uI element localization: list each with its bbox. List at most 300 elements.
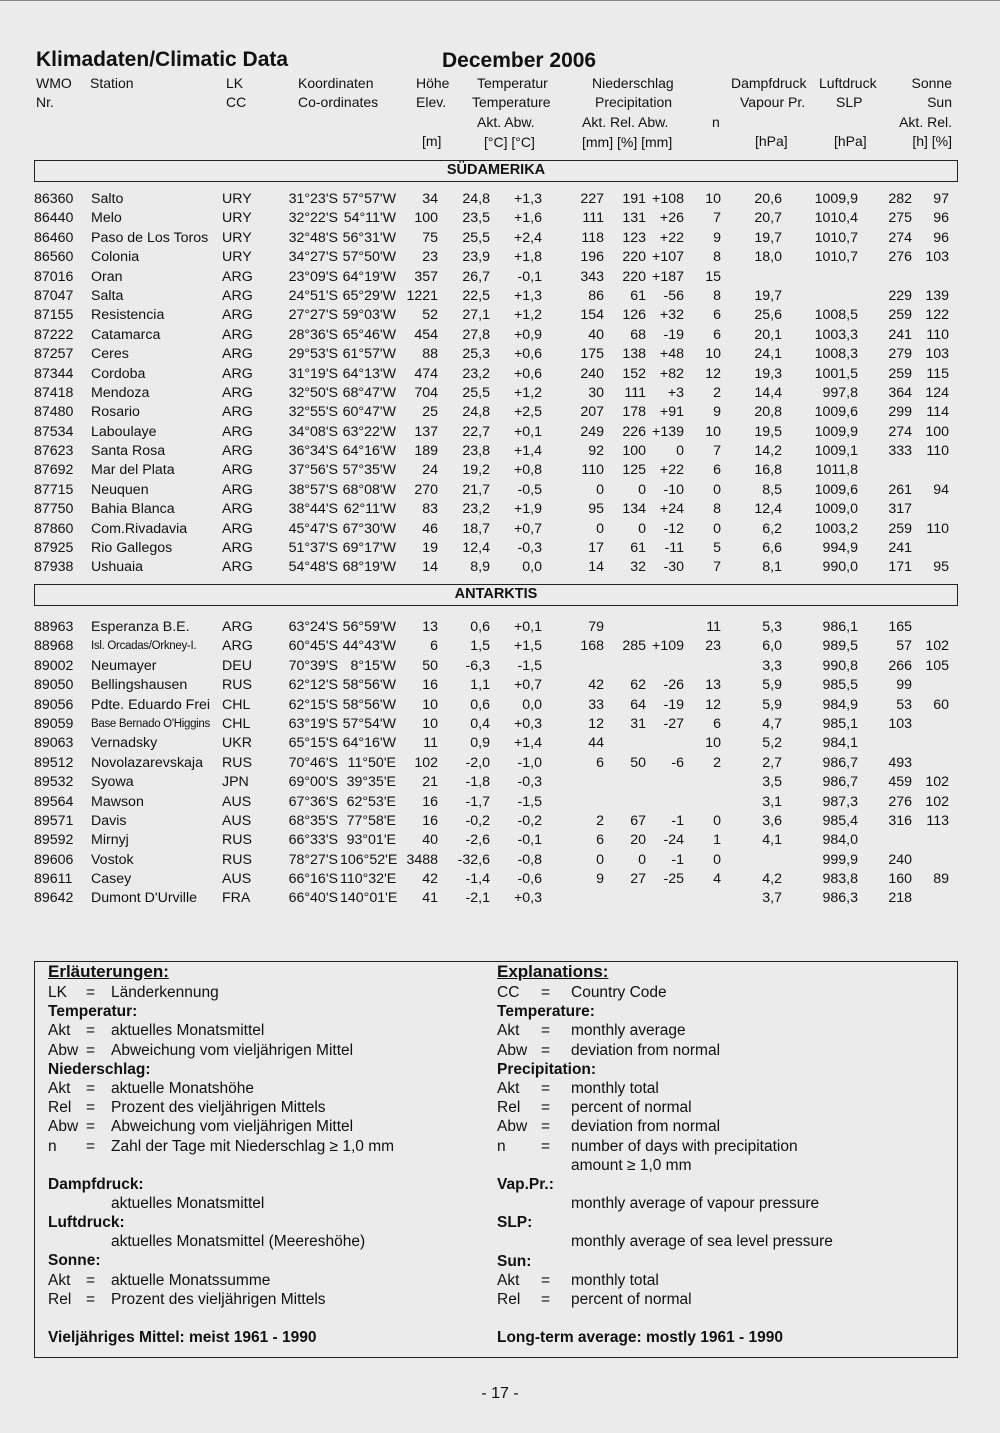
vapour-pressure: 19,3 [754,365,782,382]
longitude: 69°17'W [342,540,396,557]
precip-relative: 220 [622,268,646,285]
station-name: Ceres [91,346,129,363]
legend-value: amount ≥ 1,0 mm [571,1156,692,1174]
legend-line: Precipitation: [497,1060,597,1078]
wmo-number: 89532 [34,774,74,791]
temp-actual: 0,6 [470,696,490,713]
precip-actual: 40 [588,326,604,343]
precip-actual: 12 [588,715,604,732]
temp-deviation: -0,5 [517,481,542,498]
temp-actual: 24,8 [462,191,490,207]
legend-key: n [497,1137,506,1155]
station-name: Vostok [91,851,134,868]
latitude: 31°19'S [288,365,338,382]
precip-days: 5 [713,540,721,557]
precip-deviation: -19 [663,696,684,713]
elevation: 102 [414,754,438,771]
legend-line: Sun: [497,1252,532,1270]
station-name: Davis [91,812,127,829]
elevation: 357 [414,268,438,285]
table-row [0,190,1000,209]
precip-actual: 79 [588,619,604,635]
sun-actual: 276 [888,793,912,810]
precip-actual: 6 [596,832,604,849]
wmo-number: 87534 [34,423,74,440]
temp-actual: 1,5 [470,638,490,655]
precip-relative: 126 [622,307,646,324]
legend-equals: = [541,1271,551,1289]
sun-actual: 299 [888,404,912,421]
longitude: 67°30'W [342,520,396,537]
sea-level-pressure: 1003,2 [814,520,858,537]
precip-days: 9 [713,229,721,246]
country-code: FRA [222,890,251,907]
vapour-pressure: 19,7 [754,287,782,304]
sun-actual: 316 [888,812,912,829]
station-name: Laboulaye [91,423,157,440]
temp-deviation: -0,6 [517,871,542,888]
latitude: 32°22'S [288,210,338,227]
precip-deviation: -10 [663,481,684,498]
sun-relative: 60 [933,696,949,713]
sun-relative: 122 [925,307,949,324]
sun-actual: 276 [888,249,912,266]
precip-days: 10 [705,191,721,207]
legend-key: Rel [48,1290,72,1308]
page-number: - 17 - [481,1385,519,1402]
country-code: URY [222,249,252,266]
legend-line [48,1041,468,1060]
precip-days: 6 [713,715,721,732]
legend-value: Prozent des vieljährigen Mittels [111,1099,326,1117]
country-code: ARG [222,501,253,518]
precip-deviation: -30 [663,559,684,576]
sun-actual: 229 [888,287,912,304]
elevation: 16 [422,793,438,810]
precip-deviation: -1 [671,812,684,829]
precip-days: 23 [705,638,721,655]
wmo-number: 89050 [34,677,74,694]
sun-actual: 279 [888,346,912,363]
wmo-number: 87938 [34,559,74,576]
country-code: ARG [222,443,253,460]
legend-value: Abweichung vom vieljährigen Mittel [111,1041,354,1059]
temp-actual: -1,8 [465,774,490,791]
station-name: Dumont D'Urville [91,890,197,907]
longitude: 59°03'W [342,307,396,324]
station-name: Mirnyj [91,832,129,849]
country-code: URY [222,210,252,227]
legend-key: Akt [497,1022,520,1040]
elevation: 6 [430,638,438,655]
section-header-antarktis [34,584,958,606]
temp-actual: -1,4 [465,871,490,888]
precip-actual: 111 [582,210,604,227]
wmo-number: 87925 [34,540,74,557]
elevation: 189 [414,443,438,460]
sea-level-pressure: 985,1 [822,715,858,732]
header-elevation: Höhe Elev. [m] [416,75,450,150]
sun-actual: 165 [888,619,912,635]
legend-line: Niederschlag: [48,1060,151,1078]
temp-actual: 24,8 [462,404,490,421]
legend-line [497,1271,937,1290]
table-row [0,500,1000,519]
temp-actual: 23,8 [462,443,490,460]
longitude: 110°32'E [340,871,397,888]
sun-relative: 124 [925,384,949,401]
precip-actual: 168 [580,638,604,655]
elevation: 41 [422,890,438,907]
precip-deviation: +139 [652,423,684,440]
sea-level-pressure: 984,9 [822,696,858,713]
temp-deviation: -0,2 [517,812,542,829]
temp-actual: 23,2 [462,365,490,382]
elevation: 83 [422,501,438,518]
legend-equals: = [541,1137,551,1155]
table-row [0,306,1000,325]
station-name: Mawson [91,793,144,810]
precip-actual: 6 [596,754,604,771]
sun-actual: 53 [896,696,912,713]
vapour-pressure: 20,1 [754,326,782,343]
precip-deviation: -1 [671,851,684,868]
table-row [0,287,1000,306]
temp-deviation: +1,8 [513,249,542,266]
station-name: Rio Gallegos [91,540,173,557]
temp-deviation: +0,9 [513,326,542,343]
legend-line [48,1271,468,1290]
legend-line [497,1021,937,1040]
temp-actual: 23,9 [462,249,490,266]
country-code: ARG [222,559,253,576]
temp-actual: 27,8 [462,326,490,343]
latitude: 66°40'S [288,890,338,907]
latitude: 65°15'S [288,735,338,752]
precip-days: 7 [713,210,721,227]
precip-actual: 154 [580,307,604,324]
legend-title: Explanations: [497,962,609,981]
legend-key: Akt [48,1079,71,1097]
station-name: Novolazarevskaja [91,754,203,771]
legend-key: Rel [497,1099,521,1117]
longitude: 8°15'W [350,657,396,674]
temp-deviation: +1,4 [513,735,542,752]
sea-level-pressure: 1011,8 [815,462,858,479]
sun-relative: 110 [926,520,949,537]
legend-equals: = [86,1271,96,1289]
precip-deviation: -26 [663,677,684,694]
precip-days: 0 [713,520,721,537]
longitude: 44°43'W [342,638,396,655]
precip-days: 12 [705,365,721,382]
sea-level-pressure: 985,5 [822,677,858,694]
table-row [0,365,1000,384]
longitude: 68°08'W [342,481,396,498]
table-row [0,889,1000,908]
table-row [0,520,1000,539]
precip-days: 6 [713,462,721,479]
legend-line: Temperatur: [48,1003,138,1021]
temp-deviation: +0,1 [513,423,542,440]
latitude: 54°48'S [288,559,338,576]
legend-value: aktuelles Monatsmittel (Meereshöhe) [111,1233,366,1251]
latitude: 38°44'S [288,501,338,518]
longitude: 64°16'W [342,443,396,460]
temp-deviation: +1,2 [513,384,542,401]
legend-line: Temperature: [497,1003,595,1021]
elevation: 1221 [406,287,438,304]
precip-relative: 220 [622,249,646,266]
sun-actual: 103 [888,715,912,732]
sun-actual: 240 [888,851,912,868]
wmo-number: 89002 [34,657,74,674]
precip-actual: 207 [580,404,604,421]
country-code: URY [222,191,252,207]
temp-deviation: -1,0 [517,754,542,771]
precip-days: 12 [705,696,721,713]
legend-line: Dampfdruck: [48,1175,144,1193]
country-code: JPN [222,774,249,791]
temp-deviation: +1,3 [513,191,542,207]
legend-key: n [48,1137,57,1155]
temp-actual: 22,7 [462,423,490,440]
vapour-pressure: 18,0 [754,249,782,266]
legend-value: deviation from normal [571,1041,721,1059]
sun-actual: 364 [888,384,912,401]
legend-key: CC [497,984,520,1001]
sea-level-pressure: 983,8 [822,871,858,888]
legend-line [48,1098,468,1117]
vapour-pressure: 6,2 [762,520,782,537]
table-row [0,831,1000,850]
precip-relative: 123 [622,229,646,246]
latitude: 67°36'S [288,793,338,810]
legend-line [497,1098,937,1117]
latitude: 63°24'S [288,619,338,635]
elevation: 10 [422,696,438,713]
station-name: Melo [91,210,122,227]
legend-line [48,1309,468,1328]
temp-actual: 26,7 [462,268,490,285]
temp-deviation: +1,4 [513,443,542,460]
vapour-pressure: 19,5 [754,423,782,440]
precip-relative: 67 [630,812,646,829]
station-name: Neumayer [91,657,157,674]
legend-line [497,1290,937,1309]
temp-deviation: +0,8 [513,462,542,479]
vapour-pressure: 4,2 [762,871,782,888]
sea-level-pressure: 1010,7 [814,229,858,246]
elevation: 16 [422,677,438,694]
precip-relative: 0 [638,520,646,537]
legend-line: Luftdruck: [48,1214,125,1232]
precip-actual: 44 [588,735,604,752]
legend-equals: = [541,1118,551,1136]
temp-deviation: -0,1 [517,832,542,849]
precip-days: 2 [713,384,721,401]
station-name: Rosario [91,404,140,421]
table-row [0,734,1000,753]
latitude: 23°09'S [288,268,338,285]
precip-days: 10 [705,735,721,752]
wmo-number: 87750 [34,501,74,518]
header-precipitation-units: [mm] [%] [mm] [582,134,673,150]
legend-key: Akt [497,1271,520,1289]
precip-deviation: +32 [659,307,684,324]
precip-deviation: +82 [659,365,684,382]
precip-actual: 9 [596,871,604,888]
precip-actual: 118 [581,229,604,246]
station-name: Pdte. Eduardo Frei [91,696,211,713]
temp-actual: 27,1 [462,307,490,324]
legend-key: Abw [497,1118,528,1136]
precip-days: 7 [713,559,721,576]
longitude: 68°19'W [342,559,396,576]
sea-level-pressure: 984,1 [822,735,858,752]
sun-relative: 114 [926,404,949,421]
wmo-number: 87623 [34,443,74,460]
table-row [0,558,1000,577]
temp-deviation: +1,2 [513,307,542,324]
vapour-pressure: 3,1 [762,793,782,810]
wmo-number: 87047 [34,287,74,304]
elevation: 14 [422,559,438,576]
longitude: 60°47'W [342,404,396,421]
precip-relative: 131 [622,210,646,227]
legend-equals: = [541,1022,551,1040]
elevation: 19 [422,540,438,557]
longitude: 140°01'E [340,890,398,907]
elevation: 474 [414,365,438,382]
latitude: 60°45'S [288,638,338,655]
wmo-number: 89592 [34,832,74,849]
latitude: 32°48'S [288,229,338,246]
table-row [0,268,1000,287]
country-code: URY [222,229,252,246]
sun-relative: 113 [926,812,949,829]
temp-deviation: 0,0 [522,559,542,576]
legend-line: Long-term average: mostly 1961 - 1990 [497,1329,784,1347]
temp-actual: 8,9 [470,559,490,576]
sea-level-pressure: 986,1 [822,619,858,635]
latitude: 62°15'S [288,696,338,713]
country-code: AUS [222,793,252,810]
legend-equals: = [86,984,96,1001]
sun-relative: 110 [926,443,949,460]
legend-key: Akt [48,1022,71,1040]
legend-value: Prozent des vieljährigen Mittels [111,1290,326,1308]
country-code: DEU [222,657,252,674]
longitude: 39°35'E [346,774,396,791]
precip-days: 6 [713,326,721,343]
legend-value: Zahl der Tage mit Niederschlag ≥ 1,0 mm [111,1137,395,1155]
country-code: ARG [222,404,253,421]
elevation: 10 [422,715,438,732]
longitude: 57°35'W [342,462,396,479]
precip-deviation: +22 [659,462,684,479]
precip-days: 8 [713,501,721,518]
sun-actual: 259 [888,520,912,537]
legend-equals: = [86,1041,96,1059]
vapour-pressure: 20,7 [754,210,782,227]
country-code: CHL [222,715,251,732]
wmo-number: 87715 [34,481,74,498]
legend-value: Abweichung vom vieljährigen Mittel [111,1118,354,1136]
longitude: 93°01'E [346,832,396,849]
sea-level-pressure: 1009,9 [814,191,858,207]
sea-level-pressure: 986,3 [822,890,858,907]
precip-actual: 249 [580,423,604,440]
precip-relative: 31 [630,715,646,732]
station-name: Colonia [91,249,140,266]
table-row [0,345,1000,364]
precip-relative: 152 [622,365,646,382]
table-row [0,481,1000,500]
precip-days: 4 [713,871,721,888]
legend-equals: = [541,1099,551,1117]
wmo-number: 86440 [34,210,74,227]
country-code: ARG [222,423,253,440]
precip-days: 9 [713,404,721,421]
station-name: Syowa [91,774,134,791]
table-row [0,248,1000,267]
elevation: 40 [422,832,438,849]
vapour-pressure: 20,6 [754,191,782,207]
temp-actual: 23,2 [462,501,490,518]
station-name: Salto [91,191,124,207]
sea-level-pressure: 997,8 [822,384,858,401]
vapour-pressure: 2,7 [762,754,782,771]
vapour-pressure: 5,3 [762,619,782,635]
country-code: RUS [222,832,252,849]
sea-level-pressure: 986,7 [822,754,858,771]
table-row [0,696,1000,715]
temp-actual: -1,7 [465,793,490,810]
sea-level-pressure: 1009,9 [814,423,858,440]
month-title: December 2006 [442,49,597,72]
longitude: 62°11'W [343,501,396,518]
elevation: 454 [414,326,438,343]
vapour-pressure: 24,1 [754,346,782,363]
legend-value: percent of normal [571,1291,692,1308]
vapour-pressure: 5,9 [762,677,782,694]
temp-actual: -2,1 [465,890,490,907]
header-coordinates: Koordinaten Co-ordinates [298,75,379,111]
precip-deviation: +109 [652,638,684,655]
country-code: AUS [222,871,252,888]
sun-relative: 97 [933,191,949,207]
precip-deviation: +91 [659,404,684,421]
country-code: ARG [222,307,253,324]
header-station: Station [90,75,134,91]
longitude: 57°50'W [342,249,396,266]
legend-equals: = [541,984,551,1001]
sun-relative: 100 [925,423,949,440]
header-slp: Luftdruck SLP [hPa] [819,75,877,150]
wmo-number: 86360 [34,191,74,207]
temp-actual: 22,5 [462,287,490,304]
sun-relative: 102 [925,638,949,655]
vapour-pressure: 8,5 [762,481,782,498]
temp-actual: 18,7 [462,520,490,537]
precip-actual: 110 [581,462,604,479]
precip-relative: 61 [630,540,646,557]
latitude: 32°50'S [288,384,338,401]
legend-equals: = [541,1291,551,1308]
vapour-pressure: 6,6 [762,540,782,557]
sun-actual: 99 [896,677,912,694]
